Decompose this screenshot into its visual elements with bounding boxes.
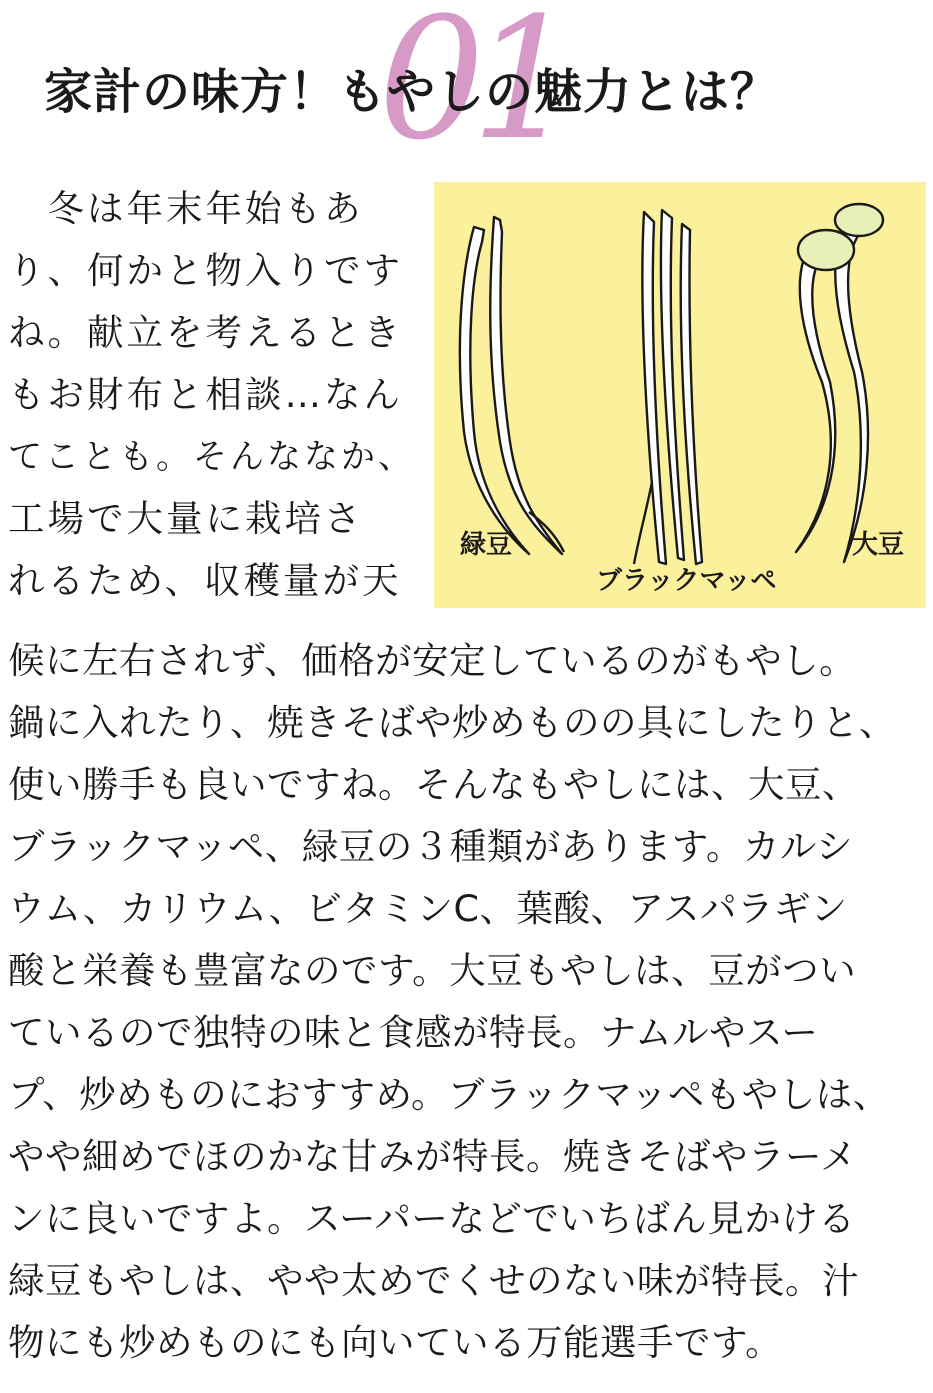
soy-bean-1 [798, 230, 854, 270]
text-line: 冬は年末年始もあ [8, 187, 364, 230]
text-line: り、何かと物入りです [8, 249, 403, 292]
text-line: ンに良いですよ。スーパーなどでいちばん見かける [8, 1197, 856, 1240]
text-line: プ、炒めものにおすすめ。ブラックマッペもやしは、 [8, 1073, 890, 1116]
text-line: 物にも炒めものにも向いている万能選手です。 [8, 1321, 783, 1364]
text-line: 酸と栄養も豊富なのです。大豆もやしは、豆がつい [8, 949, 857, 992]
mung-sprout-2 [490, 217, 562, 554]
text-line: もお財布と相談…なん [8, 373, 403, 416]
text-line: 工場で大量に栽培さ [8, 497, 364, 540]
text-line: やや細めでほのかな甘みが特長。焼きそばやラーメ [8, 1135, 858, 1178]
text-line: 使い勝手も良いですね。そんなもやしには、大豆、 [8, 763, 859, 806]
text-line: ているので独特の味と食感が特長。ナムルやスー [8, 1011, 819, 1054]
text-line: 鍋に入れたり、焼きそばや炒めものの具にしたりと、 [8, 701, 896, 744]
soy-bean-2 [835, 204, 883, 236]
label-soy: 大豆 [852, 530, 905, 560]
text-line: れるため、収穫量が天 [8, 559, 402, 602]
text-line: 緑豆もやしは、やや太めでくせのない味が特長。汁 [8, 1259, 859, 1302]
text-line: てことも。そんななか、 [8, 437, 415, 477]
text-line: ウム、カリウム、ビタミンC、葉酸、アスパラギン [8, 887, 848, 930]
label-black: ブラックマッペ [596, 566, 777, 596]
soy-sprout-1 [796, 232, 835, 552]
text-line: ね。献立を考えるとき [8, 311, 403, 354]
sprout-illustration [434, 182, 926, 608]
text-line: ブラックマッペ、緑豆の３種類があります。カルシ [8, 825, 853, 868]
black-sprout-4 [634, 482, 652, 564]
label-mung: 緑豆 [460, 530, 513, 560]
page-title: 家計の味方！もやしの魅力とは？ [44, 64, 780, 120]
text-line: 候に左右されず、価格が安定しているのがもやし。 [8, 639, 857, 682]
soy-sprout-2 [835, 222, 868, 562]
section-number: 01 [378, 0, 564, 177]
black-sprout-3 [681, 224, 702, 564]
